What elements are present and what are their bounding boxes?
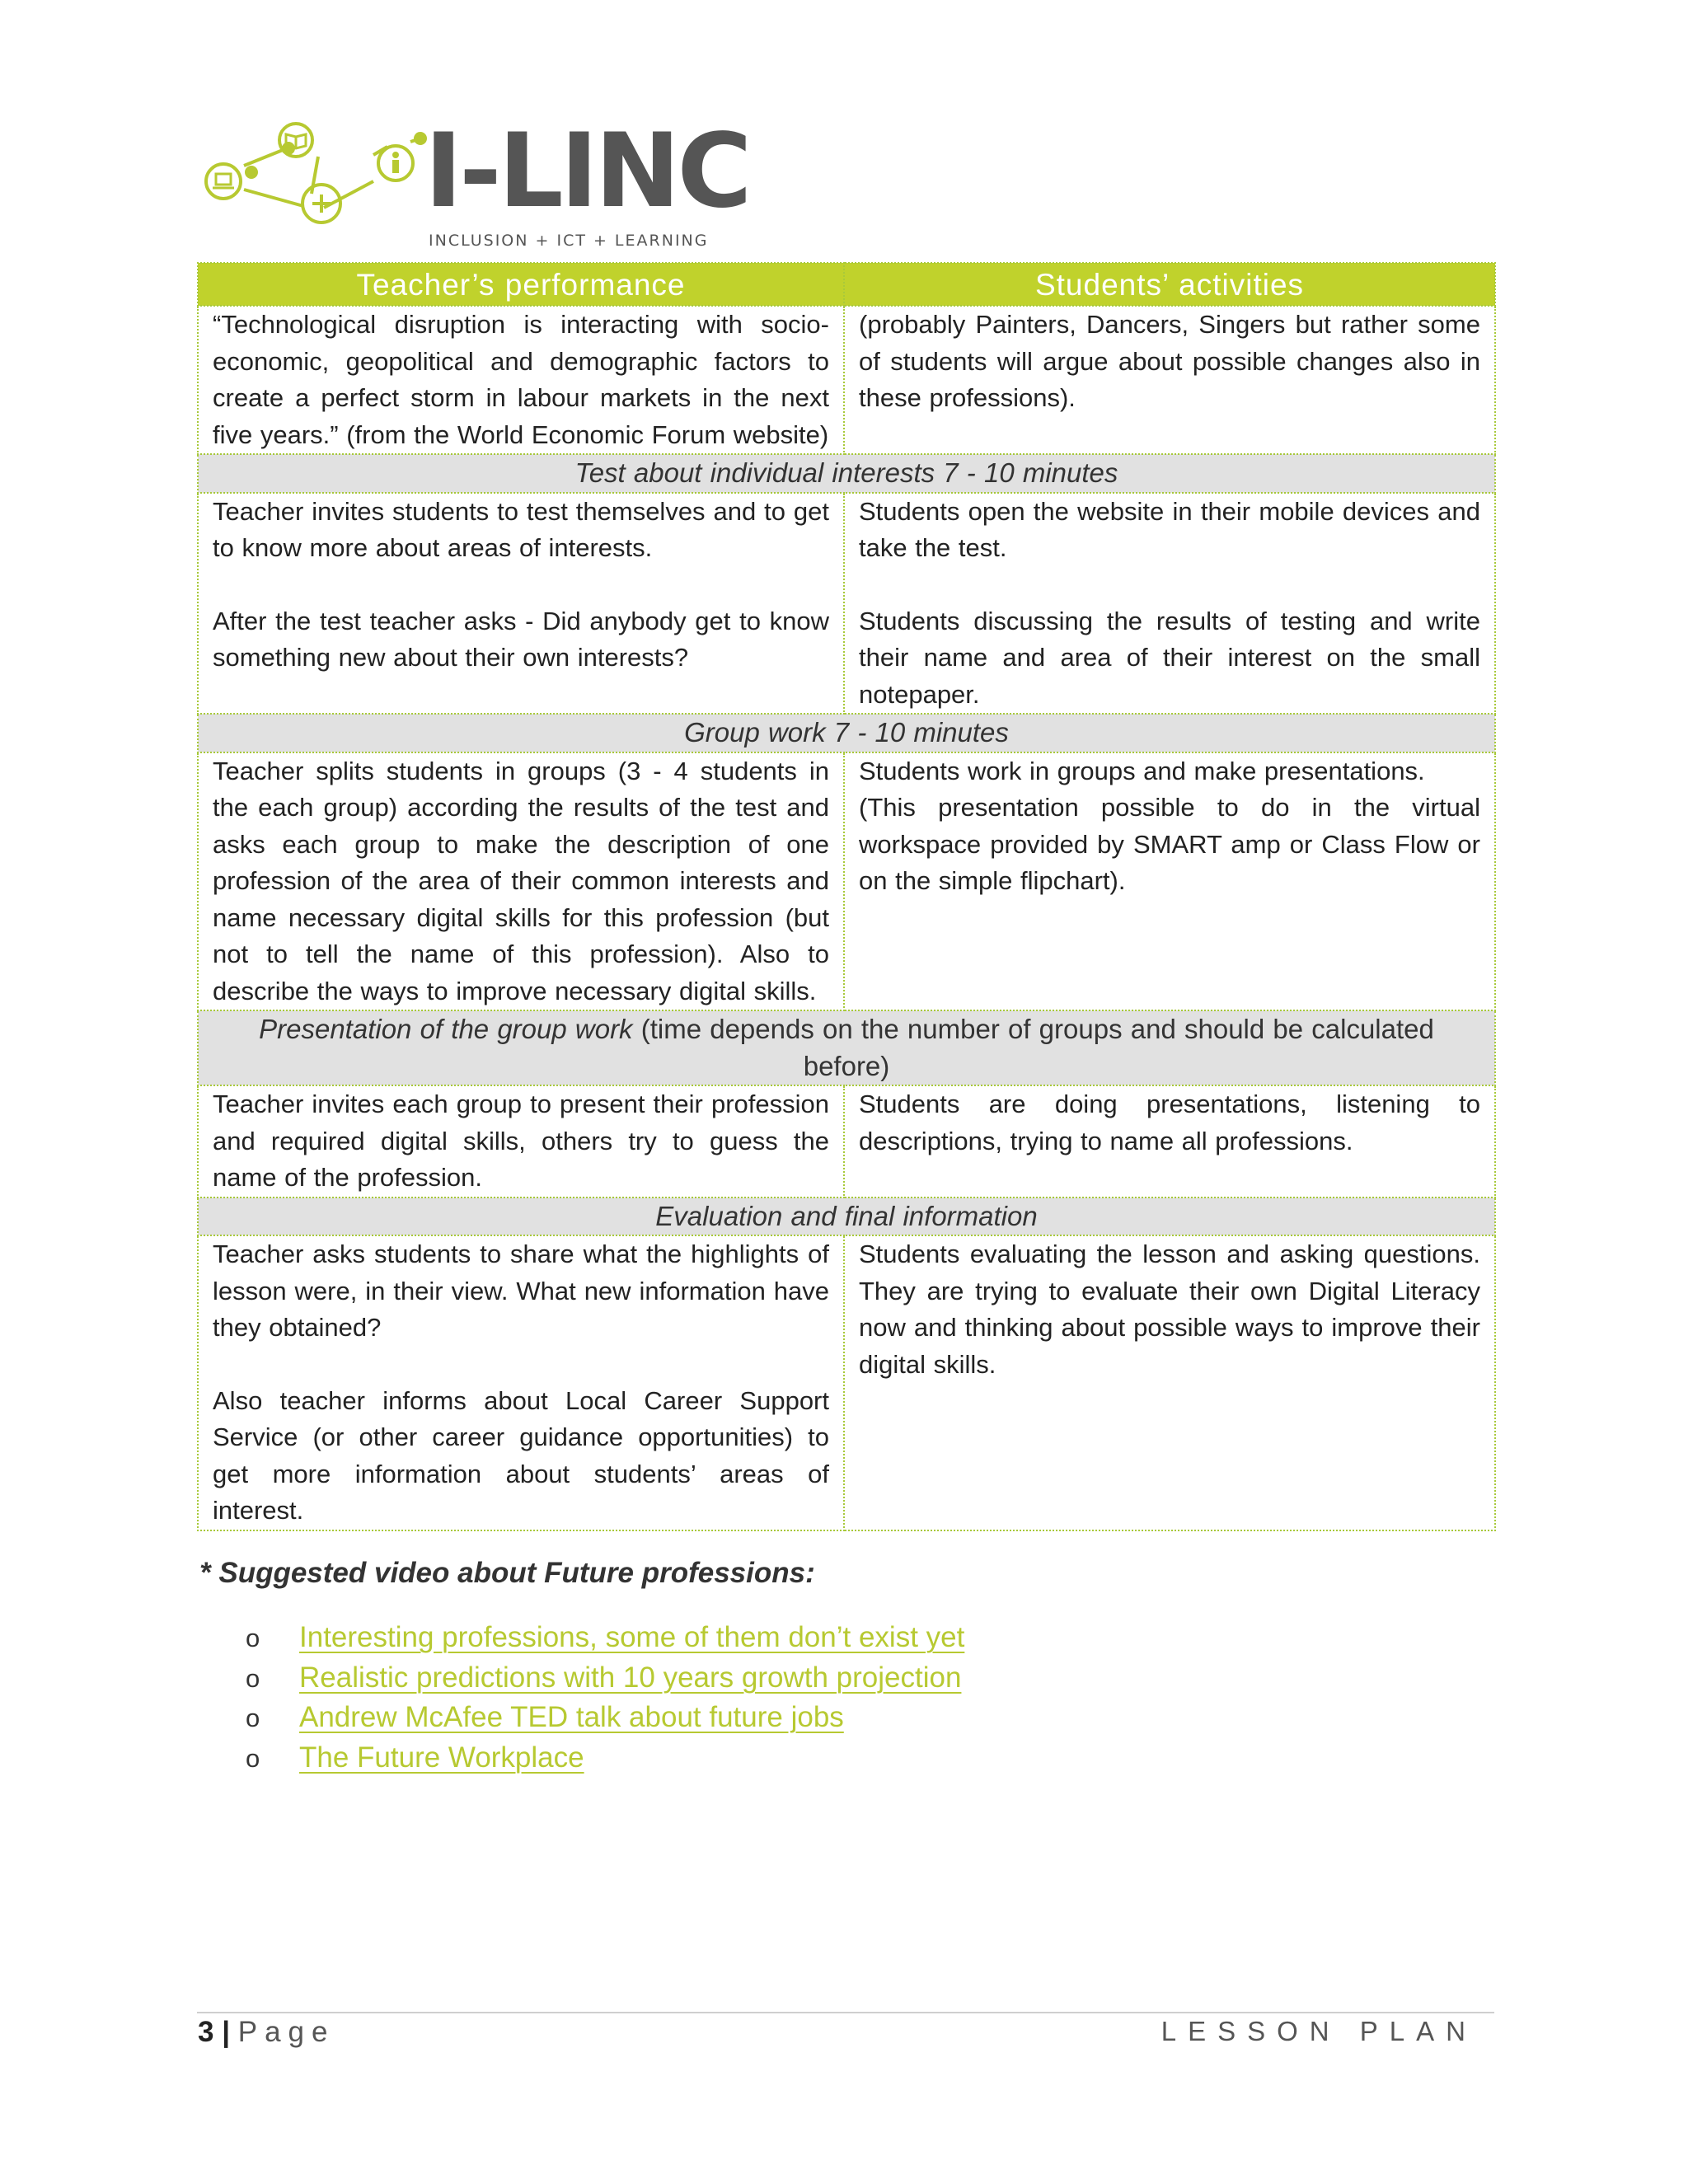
test-teacher-cell [198, 493, 844, 715]
table-row [198, 493, 1495, 715]
list-item [246, 1658, 964, 1699]
section-row [198, 1197, 1495, 1236]
section-title-presentation-rest: (time depends on the number of groups and should be calculated before) [632, 1014, 1434, 1081]
table-row [198, 1085, 1495, 1197]
section-title-group: Group work 7 - 10 minutes [198, 714, 1495, 752]
book-icon [286, 134, 306, 148]
section-row [198, 1010, 1495, 1085]
page-separator: | [213, 2016, 238, 2048]
section-title-test: Test about individual interests 7 - 10 minutes [198, 454, 1495, 493]
footer-page-number [198, 2016, 335, 2049]
test-students-paragraph-1: Students open the website in their mobile devices and take the test. [859, 496, 1480, 562]
test-students-paragraph-2: Students discussing the results of testing and write their name and area of their interest on the small notepaper. [859, 606, 1480, 709]
plus-icon [312, 194, 331, 213]
group-students-cell [844, 752, 1495, 1011]
evaluation-teacher-paragraph-2: Also teacher informs about Local Career Support Service (or other career guidance opportunities) to get more information about students’ areas of interest. [213, 1385, 829, 1525]
bullet-marker: o [246, 1663, 260, 1693]
page-number: 3 [198, 2016, 214, 2048]
bullet-marker: o [246, 1624, 260, 1652]
test-teacher-paragraph-1: Teacher invites students to test themselves and to get to know more about areas of interests. [213, 496, 829, 562]
table-header-row [198, 263, 1495, 306]
table-row [198, 1235, 1495, 1530]
laptop-icon [213, 174, 234, 188]
test-teacher-paragraph-2: After the test teacher asks - Did anybody get to know something new about their own interests? [213, 606, 829, 672]
evaluation-teacher-cell [198, 1235, 844, 1530]
video-link-realistic-predictions[interactable]: Realistic predictions with 10 years growth projection [299, 1661, 962, 1694]
table-row [198, 306, 1495, 454]
footer-lesson-plan: LESSON PLAN [1160, 2016, 1477, 2046]
evaluation-students-cell: Students evaluating the lesson and asking questions. They are trying to evaluate their own Digital Literacy now and thinking about possible ways to improve their digital skills. [844, 1235, 1495, 1530]
presentation-students-cell: Students are doing presentations, listening to descriptions, trying to name all professions. [844, 1085, 1495, 1197]
test-students-cell [844, 493, 1495, 715]
group-students-paragraph-2: (This presentation possible to do in the virtual workspace provided by SMART amp or Class Flow or on the simple flipchart). [859, 793, 1480, 895]
footer-divider [197, 2012, 1494, 2013]
evaluation-teacher-paragraph-1: Teacher asks students to share what the highlights of lesson were, in their view. What new information have they obtained? [213, 1240, 829, 1342]
video-link-future-workplace[interactable]: The Future Workplace [299, 1741, 584, 1774]
section-row [198, 454, 1495, 493]
suggested-videos-list [246, 1618, 964, 1778]
video-link-mcafee-ted-talk[interactable]: Andrew McAfee TED talk about future jobs [299, 1701, 844, 1733]
intro-students-cell: (probably Painters, Dancers, Singers but rather some of students will argue about possible changes also in these professions). [844, 306, 1495, 454]
list-item [246, 1698, 964, 1738]
person-icon [392, 152, 399, 173]
section-title-presentation [198, 1010, 1495, 1085]
lesson-plan-table [197, 262, 1496, 1531]
suggested-videos-title: * Suggested video about Future professions: [199, 1557, 815, 1589]
list-item [246, 1738, 964, 1779]
list-item [246, 1618, 964, 1658]
bullet-marker: o [246, 1704, 260, 1732]
header-teacher: Teacher’s performance [198, 263, 844, 306]
group-students-paragraph-1: Students work in groups and make presentations. [859, 756, 1425, 785]
section-row [198, 714, 1495, 752]
presentation-teacher-cell: Teacher invites each group to present their profession and required digital skills, others try to guess the name of the profession. [198, 1085, 844, 1197]
header-students: Students’ activities [844, 263, 1495, 306]
video-link-interesting-professions[interactable]: Interesting professions, some of them don’t exist yet [299, 1621, 965, 1653]
section-title-evaluation: Evaluation and final information [198, 1197, 1495, 1236]
intro-teacher-cell: “Technological disruption is interacting with socio-economic, geopolitical and demographic factors to create a perfect storm in labour markets in the next five years.” (from the World Economic Forum website) [198, 306, 844, 454]
page-word: Page [237, 2016, 335, 2048]
bullet-marker: o [246, 1743, 260, 1773]
logo-wordmark: I-LINC [424, 112, 749, 231]
logo-tagline: INCLUSION + ICT + LEARNING [429, 232, 709, 250]
group-teacher-cell: Teacher splits students in groups (3 - 4 students in the each group) according the results of the test and asks each group to make the description of one profession of the area of their common interests and name necessary digital skills for this profession (but not to tell the name of this profession). Also to describe the ways to improve necessary digital skills. [198, 752, 844, 1011]
table-row [198, 752, 1495, 1011]
section-title-presentation-italic: Presentation of the group work [259, 1014, 633, 1044]
